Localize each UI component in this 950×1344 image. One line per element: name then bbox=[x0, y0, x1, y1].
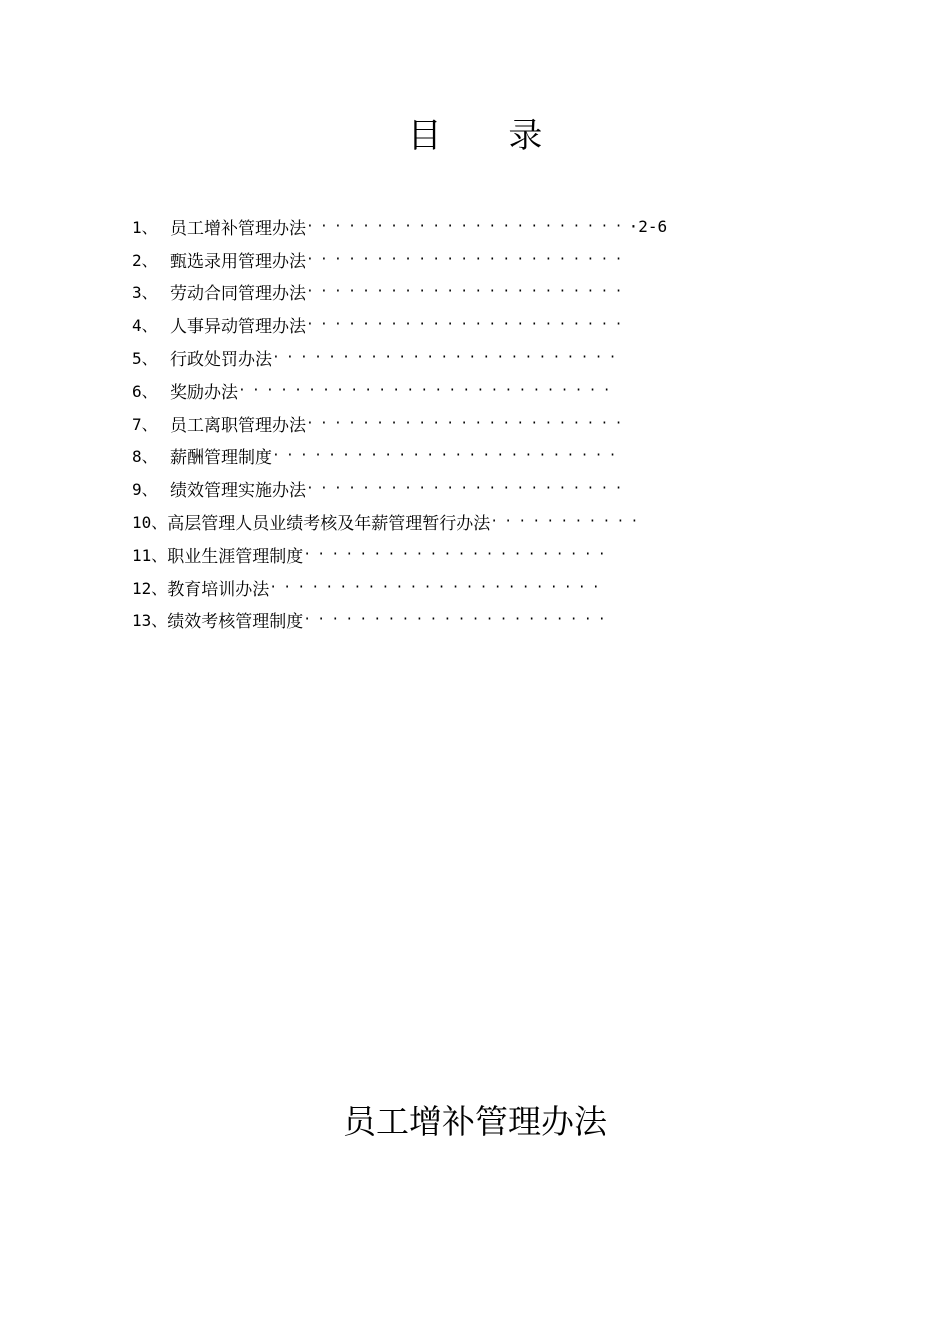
toc-item-leader: ··························· bbox=[238, 382, 617, 398]
toc-item[interactable] bbox=[132, 571, 832, 604]
toc-item-label: 劳动合同管理办法 bbox=[170, 284, 306, 305]
toc-item[interactable] bbox=[132, 308, 832, 341]
toc-item[interactable] bbox=[132, 505, 832, 538]
toc-item-leader: ······················ bbox=[303, 546, 612, 562]
toc-item-number: 11、 bbox=[132, 545, 168, 565]
table-of-contents bbox=[132, 210, 832, 636]
toc-item-leader: ······················ bbox=[303, 612, 612, 628]
toc-item-leader: ······················· bbox=[306, 317, 629, 333]
toc-item-label: 员工离职管理办法 bbox=[170, 415, 306, 436]
toc-item-label: 教育培训办法 bbox=[167, 579, 270, 600]
toc-item-label: 高层管理人员业绩考核及年薪管理暂行办法 bbox=[167, 514, 491, 535]
toc-item-leader: ··········· bbox=[490, 514, 645, 530]
toc-item-label: 职业生涯管理制度 bbox=[167, 546, 304, 567]
toc-item-page: ·2-6 bbox=[628, 216, 668, 236]
toc-item-number: 13、 bbox=[132, 611, 168, 631]
toc-item-leader: ························· bbox=[272, 448, 623, 464]
toc-item-number: 7、 bbox=[132, 414, 158, 434]
toc-item[interactable] bbox=[132, 604, 832, 637]
toc-item[interactable] bbox=[132, 276, 832, 309]
toc-title: 目 录 bbox=[407, 116, 571, 156]
toc-item-number: 6、 bbox=[132, 381, 158, 401]
toc-item[interactable] bbox=[132, 538, 832, 571]
toc-item-number: 4、 bbox=[132, 316, 158, 336]
toc-item-label: 员工增补管理办法 bbox=[170, 218, 306, 239]
toc-item[interactable] bbox=[132, 341, 832, 374]
toc-item[interactable] bbox=[132, 243, 832, 276]
toc-item-leader: ························ bbox=[269, 579, 606, 595]
toc-item-label: 绩效考核管理制度 bbox=[167, 612, 304, 633]
toc-item-label: 绩效管理实施办法 bbox=[170, 481, 306, 502]
toc-item[interactable] bbox=[132, 440, 832, 473]
section-title: 员工增补管理办法 bbox=[343, 1102, 607, 1141]
toc-item-number: 1、 bbox=[132, 217, 158, 237]
toc-item-leader: ······················· bbox=[306, 415, 629, 431]
toc-item-number: 2、 bbox=[132, 250, 158, 270]
toc-item-label: 奖励办法 bbox=[170, 382, 238, 403]
toc-item-label: 人事异动管理办法 bbox=[170, 317, 306, 338]
toc-item-number: 5、 bbox=[132, 349, 158, 369]
toc-item-label: 薪酬管理制度 bbox=[170, 448, 272, 469]
toc-item[interactable] bbox=[132, 407, 832, 440]
toc-item-leader: ······················· bbox=[306, 251, 629, 267]
toc-item-number: 8、 bbox=[132, 447, 158, 467]
toc-item-leader: ························· bbox=[272, 350, 623, 366]
toc-item[interactable] bbox=[132, 374, 832, 407]
toc-item[interactable] bbox=[132, 210, 832, 243]
toc-item-number: 12、 bbox=[132, 578, 168, 598]
toc-item-leader: ······················· bbox=[306, 218, 629, 234]
toc-item-leader: ······················· bbox=[306, 481, 629, 497]
toc-item-label: 行政处罚办法 bbox=[170, 350, 272, 371]
toc-item-number: 9、 bbox=[132, 480, 158, 500]
toc-item[interactable] bbox=[132, 472, 832, 505]
toc-item-number: 10、 bbox=[132, 513, 168, 533]
toc-item-leader: ······················· bbox=[306, 284, 629, 300]
toc-item-label: 甄选录用管理办法 bbox=[170, 251, 306, 272]
toc-item-number: 3、 bbox=[132, 283, 158, 303]
